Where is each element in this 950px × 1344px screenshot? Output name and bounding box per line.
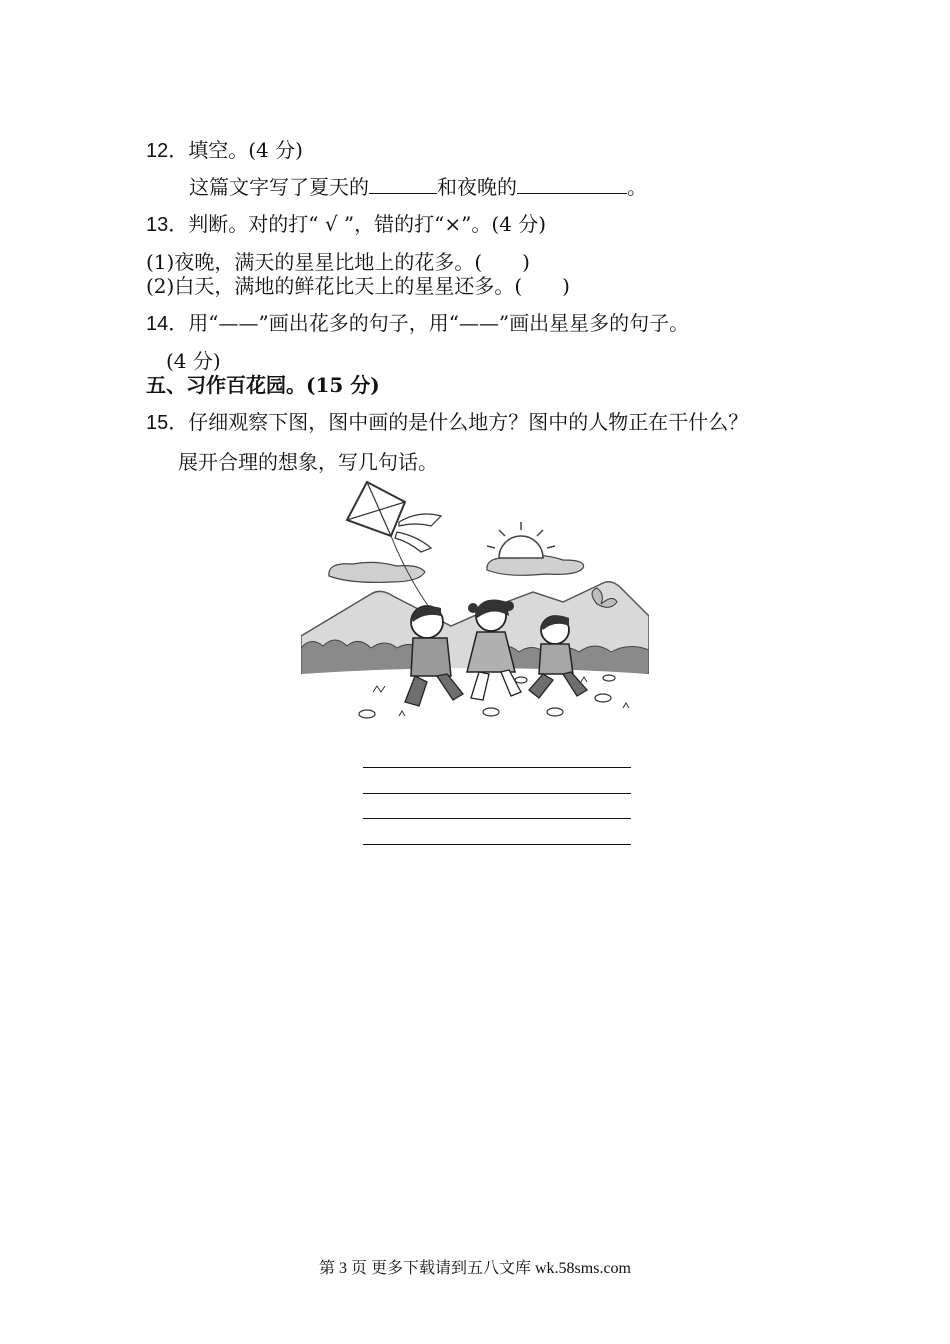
q12-sentence [189, 175, 647, 199]
answer-blank[interactable] [369, 175, 437, 194]
q15-title: 仔细观察下图，图中画的是什么地方？图中的人物正在干什么？ [188, 410, 749, 434]
q12-number: 12． [146, 140, 189, 162]
writing-line[interactable] [363, 844, 631, 845]
kite-illustration [301, 476, 649, 724]
q15-heading [146, 410, 748, 435]
page-footer: 第 3 页 更多下载请到五八文库 wk.58sms.com [318, 1260, 631, 1277]
writing-line[interactable] [363, 818, 631, 819]
q15-line-2: 展开合理的想象，写几句话。 [178, 450, 438, 474]
q12-title: 填空。(4 分) [188, 138, 303, 162]
q12-text-a: 这篇文字写了夏天的 [189, 175, 369, 199]
q12-text-c: 。 [627, 175, 647, 199]
q12-text-b: 和夜晚的 [437, 175, 517, 199]
writing-line[interactable] [363, 767, 631, 768]
q13-item-2: (2)白天，满地的鲜花比天上的星星还多。( ) [146, 274, 570, 298]
q13-heading [146, 212, 546, 237]
q13-item-1: (1)夜晚，满天的星星比地上的花多。( ) [146, 250, 530, 274]
q13-number: 13． [146, 214, 189, 236]
q13-title: 判断。对的打“ √ ”，错的打“×”。(4 分) [188, 212, 547, 236]
q15-number: 15． [146, 412, 189, 434]
answer-blank[interactable] [517, 175, 627, 194]
writing-line[interactable] [363, 793, 631, 794]
q12-heading [146, 138, 303, 163]
q14-score: (4 分) [166, 349, 221, 373]
q14-number: 14． [146, 313, 189, 335]
q14-title: 用“——”画出花多的句子，用“——”画出星星多的句子。 [188, 311, 690, 335]
section-title: 五、习作百花园。(15 分) [146, 373, 380, 397]
q14-heading [146, 311, 689, 336]
